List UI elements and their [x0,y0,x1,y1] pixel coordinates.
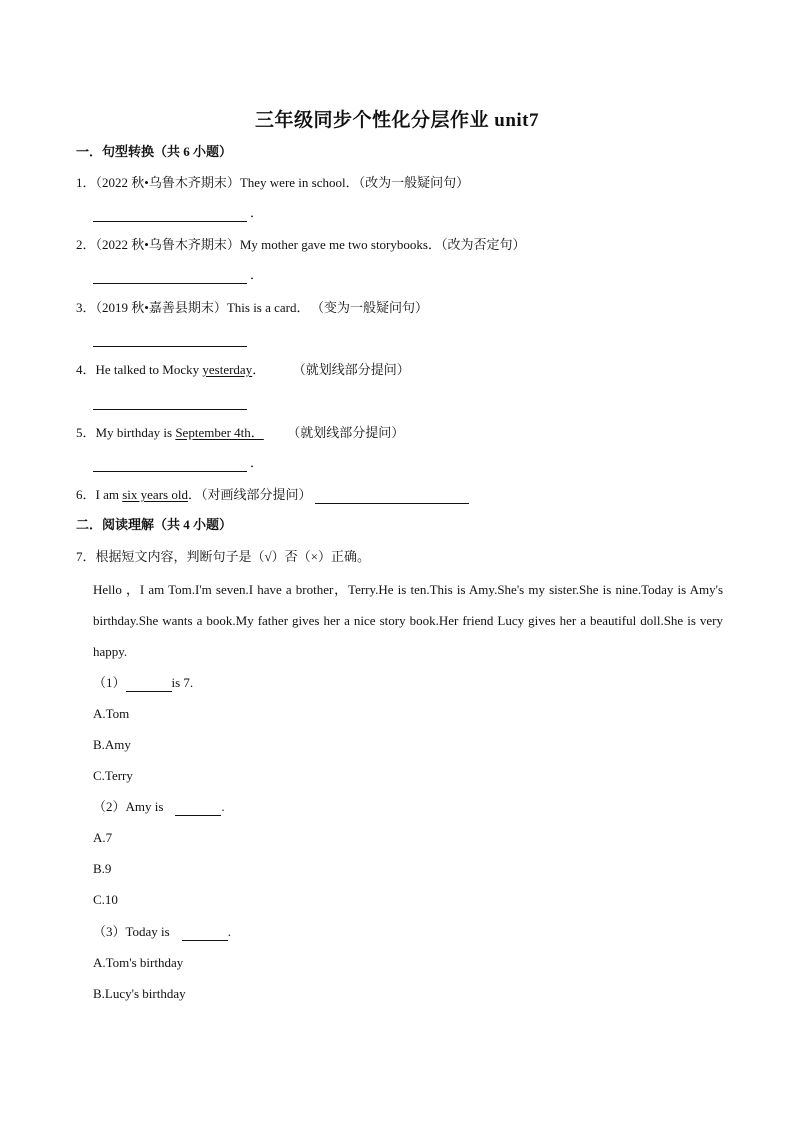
option-1c[interactable]: C.Terry [93,768,133,783]
underlined-phrase: yesterday [202,362,253,377]
answer-blank[interactable] [93,395,247,410]
section-heading-1: 一．句型转换（共 6 小题） [76,144,233,159]
question-number: 7． [76,549,96,564]
question-text-end: ． [187,487,201,502]
sub-question-text: is 7. [171,675,194,690]
option-3a[interactable]: A.Tom's birthday [93,955,184,970]
question-instruction: （改为否定句） [440,237,526,252]
question-instruction: （就划线部分提问） [293,425,405,440]
question-source: （2022 秋•乌鲁木齐期末） [95,237,240,252]
question-number: 4． [76,362,96,377]
option-1b[interactable]: B.Amy [93,737,131,752]
question-text: He talked to Mocky [95,362,203,377]
answer-line-2 [93,266,263,284]
question-number: 1． [76,175,96,190]
question-5 [76,424,404,442]
answer-line-3 [93,329,247,347]
reading-passage: Hello ，I am Tom.I'm seven.I have a brother，Terry.He is ten.This is Amy.She's my sister.She is nine.Today is Amy's birthday.She wants a book.My father gives her a nice story book.Her friend Lucy gives her a beautiful doll.She is very happy. [93,582,723,659]
sub-answer-blank[interactable] [126,678,172,692]
answer-blank[interactable] [93,269,247,284]
option-2c[interactable]: C.10 [93,892,118,907]
sub-question-label: （1） [93,675,126,690]
sub-question-2 [93,798,225,816]
question-instruction: （变为一般疑问句） [317,300,429,315]
question-source: （2019 秋•嘉善县期末） [95,300,227,315]
question-text: This is a card． [226,300,310,315]
question-number: 2． [76,237,96,252]
question-instruction: （对画线部分提问） [200,487,312,502]
answer-line-1 [93,204,263,222]
answer-blank[interactable] [315,489,469,504]
question-number: 5． [76,425,96,440]
answer-blank[interactable] [93,332,247,347]
sub-question-text: . [221,799,225,814]
question-2 [76,236,525,254]
answer-end: ． [250,455,264,470]
sub-question-3 [93,923,231,941]
underlined-phrase: September 4th． [175,425,264,440]
answer-line-5 [93,454,263,472]
option-2b[interactable]: B.9 [93,861,112,876]
answer-end: ． [250,267,264,282]
question-3 [76,299,428,317]
option-2a[interactable]: A.7 [93,830,113,845]
question-number: 6． [76,487,96,502]
question-text: I am [95,487,123,502]
question-number: 3． [76,300,96,315]
underlined-phrase: six years old [122,487,188,502]
question-1 [76,174,469,192]
sub-question-label: （2）Amy is [93,799,164,814]
option-3b[interactable]: B.Lucy's birthday [93,986,186,1001]
sub-question-label: （3）Today is [93,924,170,939]
sub-answer-blank[interactable] [182,927,228,941]
question-text-end: ． [252,362,266,377]
question-text: My mother gave me two storybooks． [239,237,441,252]
question-text: They were in school． [239,175,359,190]
answer-line-4 [93,392,247,410]
question-prompt: 根据短文内容，判断句子是（√）否（×）正确。 [95,549,370,564]
sub-answer-blank[interactable] [175,802,221,816]
question-7 [76,548,370,566]
question-6 [76,486,469,504]
question-instruction: （就划线部分提问） [299,362,410,377]
answer-end: ． [250,205,264,220]
page-title: 三年级同步个性化分层作业 unit7 [255,110,539,131]
question-4 [76,361,410,379]
question-source: （2022 秋•乌鲁木齐期末） [95,175,240,190]
question-text: My birthday is [95,425,176,440]
question-instruction: （改为一般疑问句） [358,175,470,190]
answer-blank[interactable] [93,457,247,472]
option-1a[interactable]: A.Tom [93,706,130,721]
sub-question-1 [93,674,193,692]
sub-question-text: . [227,924,231,939]
answer-blank[interactable] [93,207,247,222]
section-heading-2: 二．阅读理解（共 4 小题） [76,517,233,532]
